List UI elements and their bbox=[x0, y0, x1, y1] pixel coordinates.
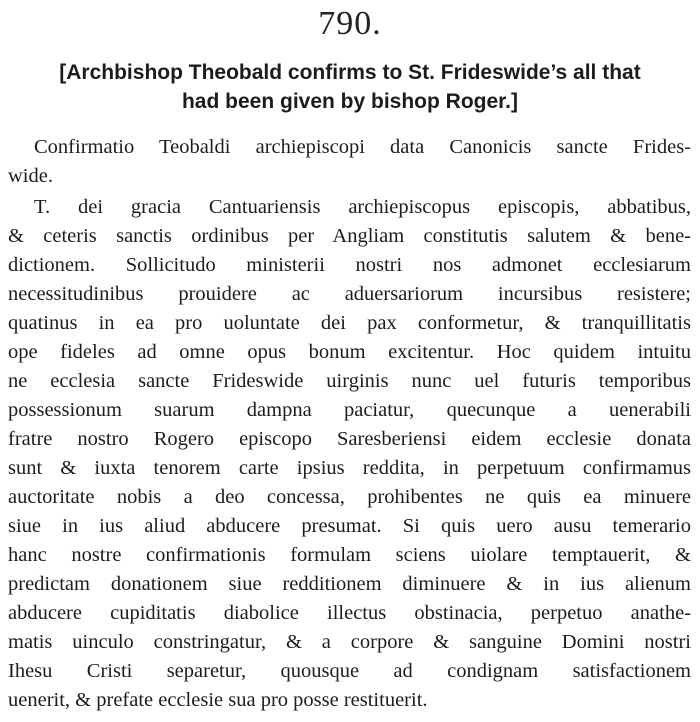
charter-line: necessitudinibus prouidere ac aduersariorum incursibus resistere; bbox=[8, 283, 691, 305]
document-heading bbox=[10, 58, 690, 116]
charter-line: Ihesu Cristi separetur, quousque ad condignam satisfactionem bbox=[8, 660, 691, 682]
document-number: 790. bbox=[318, 5, 382, 42]
charter-line: possessionum suarum dampna paciatur, quecunque a uenerabili bbox=[8, 399, 691, 421]
charter-line: quatinus in ea pro uoluntate dei pax conformetur, & tranquillitatis bbox=[8, 312, 691, 334]
charter-line: dictionem. Sollicitudo ministerii nostri nos admonet ecclesiarum bbox=[8, 254, 691, 276]
charter-line: auctoritate nobis a deo concessa, prohibentes ne quis ea minuere bbox=[8, 486, 691, 508]
charter-line: ope fideles ad omne opus bonum excitentur. Hoc quidem intuitu bbox=[8, 341, 691, 363]
charter-line: fratre nostro Rogero episcopo Saresberiensi eidem ecclesie donata bbox=[8, 428, 691, 450]
heading-line: [Archbishop Theobald confirms to St. Frideswide’s all that bbox=[59, 61, 641, 84]
charter-line: predictam donationem siue redditionem diminuere & in ius alienum bbox=[8, 573, 691, 595]
charter-line: siue in ius aliud abducere presumat. Si quis uero ausu temerario bbox=[8, 515, 691, 537]
charter-line: matis uinculo constringatur, & a corpore & sanguine Domini nostri bbox=[8, 631, 691, 653]
charter-line: abducere cupiditatis diabolice illectus obstinacia, perpetuo anathe- bbox=[8, 602, 691, 624]
charter-line: ne ecclesia sancte Frideswide uirginis nunc uel futuris temporibus bbox=[8, 370, 691, 392]
rubric-line: Confirmatio Teobaldi archiepiscopi data Canonicis sancte Frides- bbox=[34, 136, 691, 158]
charter-line: hanc nostre confirmationis formulam sciens uiolare temptauerit, & bbox=[8, 544, 691, 566]
charter-line: uenerit, & prefate ecclesie sua pro posse restituerit. bbox=[8, 689, 428, 711]
charter-line: & ceteris sanctis ordinibus per Angliam constitutis salutem & bene- bbox=[8, 225, 691, 247]
charter-line: sunt & iuxta tenorem carte ipsius reddita, in perpetuum confirmamus bbox=[8, 457, 691, 479]
rubric-line: wide. bbox=[8, 165, 53, 187]
heading-line: had been given by bishop Roger.] bbox=[181, 90, 519, 113]
charter-line: T. dei gracia Cantuariensis archiepiscopus episcopis, abbatibus, bbox=[34, 196, 691, 218]
